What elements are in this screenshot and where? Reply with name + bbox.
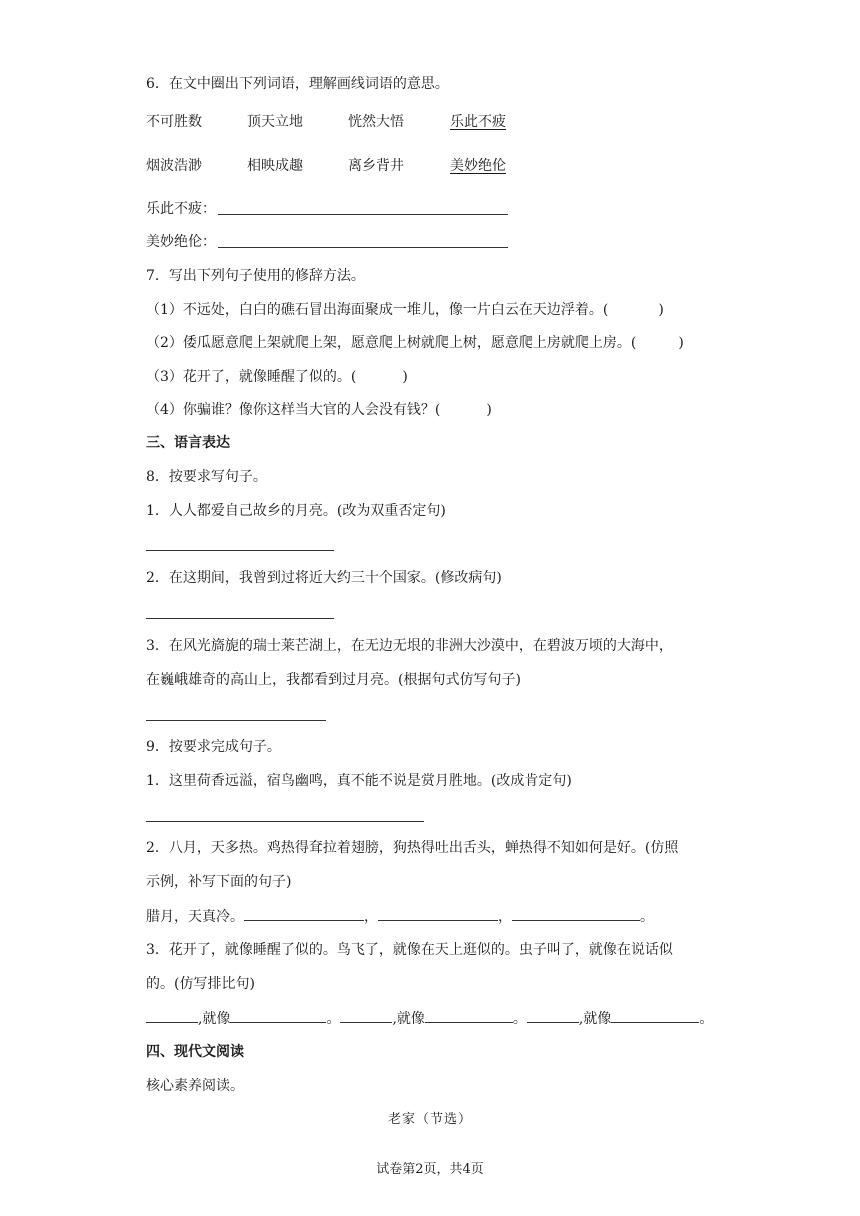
q8-item-1: 1．人人都爱自己故乡的月亮。(改为双重否定句) xyxy=(146,503,446,519)
jiuxiang-text: ,就像 xyxy=(578,1011,612,1027)
passage-title: 老家（节选） xyxy=(387,1112,472,1127)
q7-close-paren: ) xyxy=(678,335,684,351)
q9-item-3-blank-2[interactable] xyxy=(230,1008,326,1023)
q7-sentence-2-text: （2）倭瓜愿意爬上架就爬上架，愿意爬上树就爬上树，愿意爬上房就爬上房。( xyxy=(146,335,637,351)
q6-word-7: 离乡背井 xyxy=(348,158,404,174)
q8-item-3-line-2: 在巍峨雄奇的高山上，我都看到过月亮。(根据句式仿写句子) xyxy=(146,672,521,688)
q9-item-3-line-2: 的。(仿写排比句) xyxy=(146,976,255,992)
jiuxiang-text: ,就像 xyxy=(392,1011,425,1027)
q9-item-3-blank-3[interactable] xyxy=(340,1008,392,1023)
jiuxiang-text: ,就像 xyxy=(198,1011,231,1027)
q7-sentence-3-text: （3）花开了，就像睡醒了似的。( xyxy=(146,369,357,385)
q9-item-1-blank[interactable] xyxy=(146,821,424,822)
q6-answer-2-label: 美妙绝伦： xyxy=(146,234,216,250)
q9-item-2-prompt: 腊月，天真冷。 xyxy=(146,909,244,925)
q8-item-2-blank[interactable] xyxy=(146,618,334,619)
q9-item-2-blank-1[interactable] xyxy=(244,906,364,921)
q7-sentence-3 xyxy=(146,367,408,387)
q9-item-3-blank-4[interactable] xyxy=(425,1008,513,1023)
period: 。 xyxy=(326,1011,341,1027)
q9-item-3-blank-5[interactable] xyxy=(527,1008,579,1023)
q6-word-3: 恍然大悟 xyxy=(348,114,404,130)
q9-item-2-blank-3[interactable] xyxy=(512,906,640,921)
q9-item-1: 1．这里荷香远溢，宿鸟幽鸣，真不能不说是赏月胜地。(改成肯定句) xyxy=(146,773,572,789)
period: 。 xyxy=(699,1011,714,1027)
q6-word-6: 相映成趣 xyxy=(247,158,303,174)
q8-item-1-blank[interactable] xyxy=(146,550,334,551)
comma: ， xyxy=(498,909,512,925)
q6-answer-1-blank[interactable] xyxy=(218,214,508,215)
section-3-heading: 三、语言表达 xyxy=(146,435,230,451)
q7-sentence-2 xyxy=(146,333,684,353)
q9-title: 9．按要求完成句子。 xyxy=(146,739,281,755)
q6-word-1: 不可胜数 xyxy=(146,114,202,130)
reading-intro: 核心素养阅读。 xyxy=(146,1078,244,1094)
q9-item-3-blank-6[interactable] xyxy=(611,1008,699,1023)
q6-answer-2-blank[interactable] xyxy=(218,247,508,248)
q6-word-4-underlined: 乐此不疲 xyxy=(450,114,506,130)
q6-word-2: 顶天立地 xyxy=(247,114,303,130)
q8-item-2: 2．在这期间，我曾到过将近大约三十个国家。(修改病句) xyxy=(146,570,502,586)
q7-close-paren: ) xyxy=(486,402,492,418)
q9-item-2-line-2: 示例，补写下面的句子) xyxy=(146,874,292,890)
page-footer: 试卷第2页，共4页 xyxy=(376,1162,484,1177)
q7-sentence-4 xyxy=(146,400,492,420)
q6-word-8-underlined: 美妙绝伦 xyxy=(450,158,506,174)
q9-item-3-line-1: 3．花开了，就像睡醒了似的。鸟飞了，就像在天上逛似的。虫子叫了，就像在说话似 xyxy=(146,942,673,958)
q8-item-3-line-1: 3．在风光旖旎的瑞士莱芒湖上，在无边无垠的非洲大沙漠中，在碧波万顷的大海中， xyxy=(146,638,673,654)
q7-close-paren: ) xyxy=(402,369,408,385)
q8-item-3-blank[interactable] xyxy=(146,720,326,721)
q8-title: 8．按要求写句子。 xyxy=(146,469,267,485)
section-4-heading: 四、现代文阅读 xyxy=(146,1044,244,1060)
q9-item-3-line-3 xyxy=(146,1008,713,1029)
q7-title: 7．写出下列句子使用的修辞方法。 xyxy=(146,268,365,284)
q7-close-paren: ) xyxy=(658,302,664,318)
comma: ， xyxy=(364,909,378,925)
q7-sentence-1 xyxy=(146,300,664,320)
q7-sentence-4-text: （4）你骗谁？像你这样当大官的人会没有钱？( xyxy=(146,402,441,418)
q6-word-5: 烟波浩渺 xyxy=(146,158,202,174)
period: 。 xyxy=(640,909,654,925)
q9-item-2-line-3 xyxy=(146,906,654,927)
q7-sentence-1-text: （1）不远处，白白的礁石冒出海面聚成一堆儿，像一片白云在天边浮着。( xyxy=(146,302,609,318)
q9-item-2-blank-2[interactable] xyxy=(378,906,498,921)
q9-item-2-line-1: 2．八月，天多热。鸡热得耷拉着翅膀，狗热得吐出舌头，蝉热得不知如何是好。(仿照 xyxy=(146,840,679,856)
q6-answer-1-label: 乐此不疲： xyxy=(146,201,216,217)
q6-title: 6．在文中圈出下列词语，理解画线词语的意思。 xyxy=(146,76,449,92)
q9-item-3-blank-1[interactable] xyxy=(146,1008,198,1023)
period: 。 xyxy=(512,1011,527,1027)
